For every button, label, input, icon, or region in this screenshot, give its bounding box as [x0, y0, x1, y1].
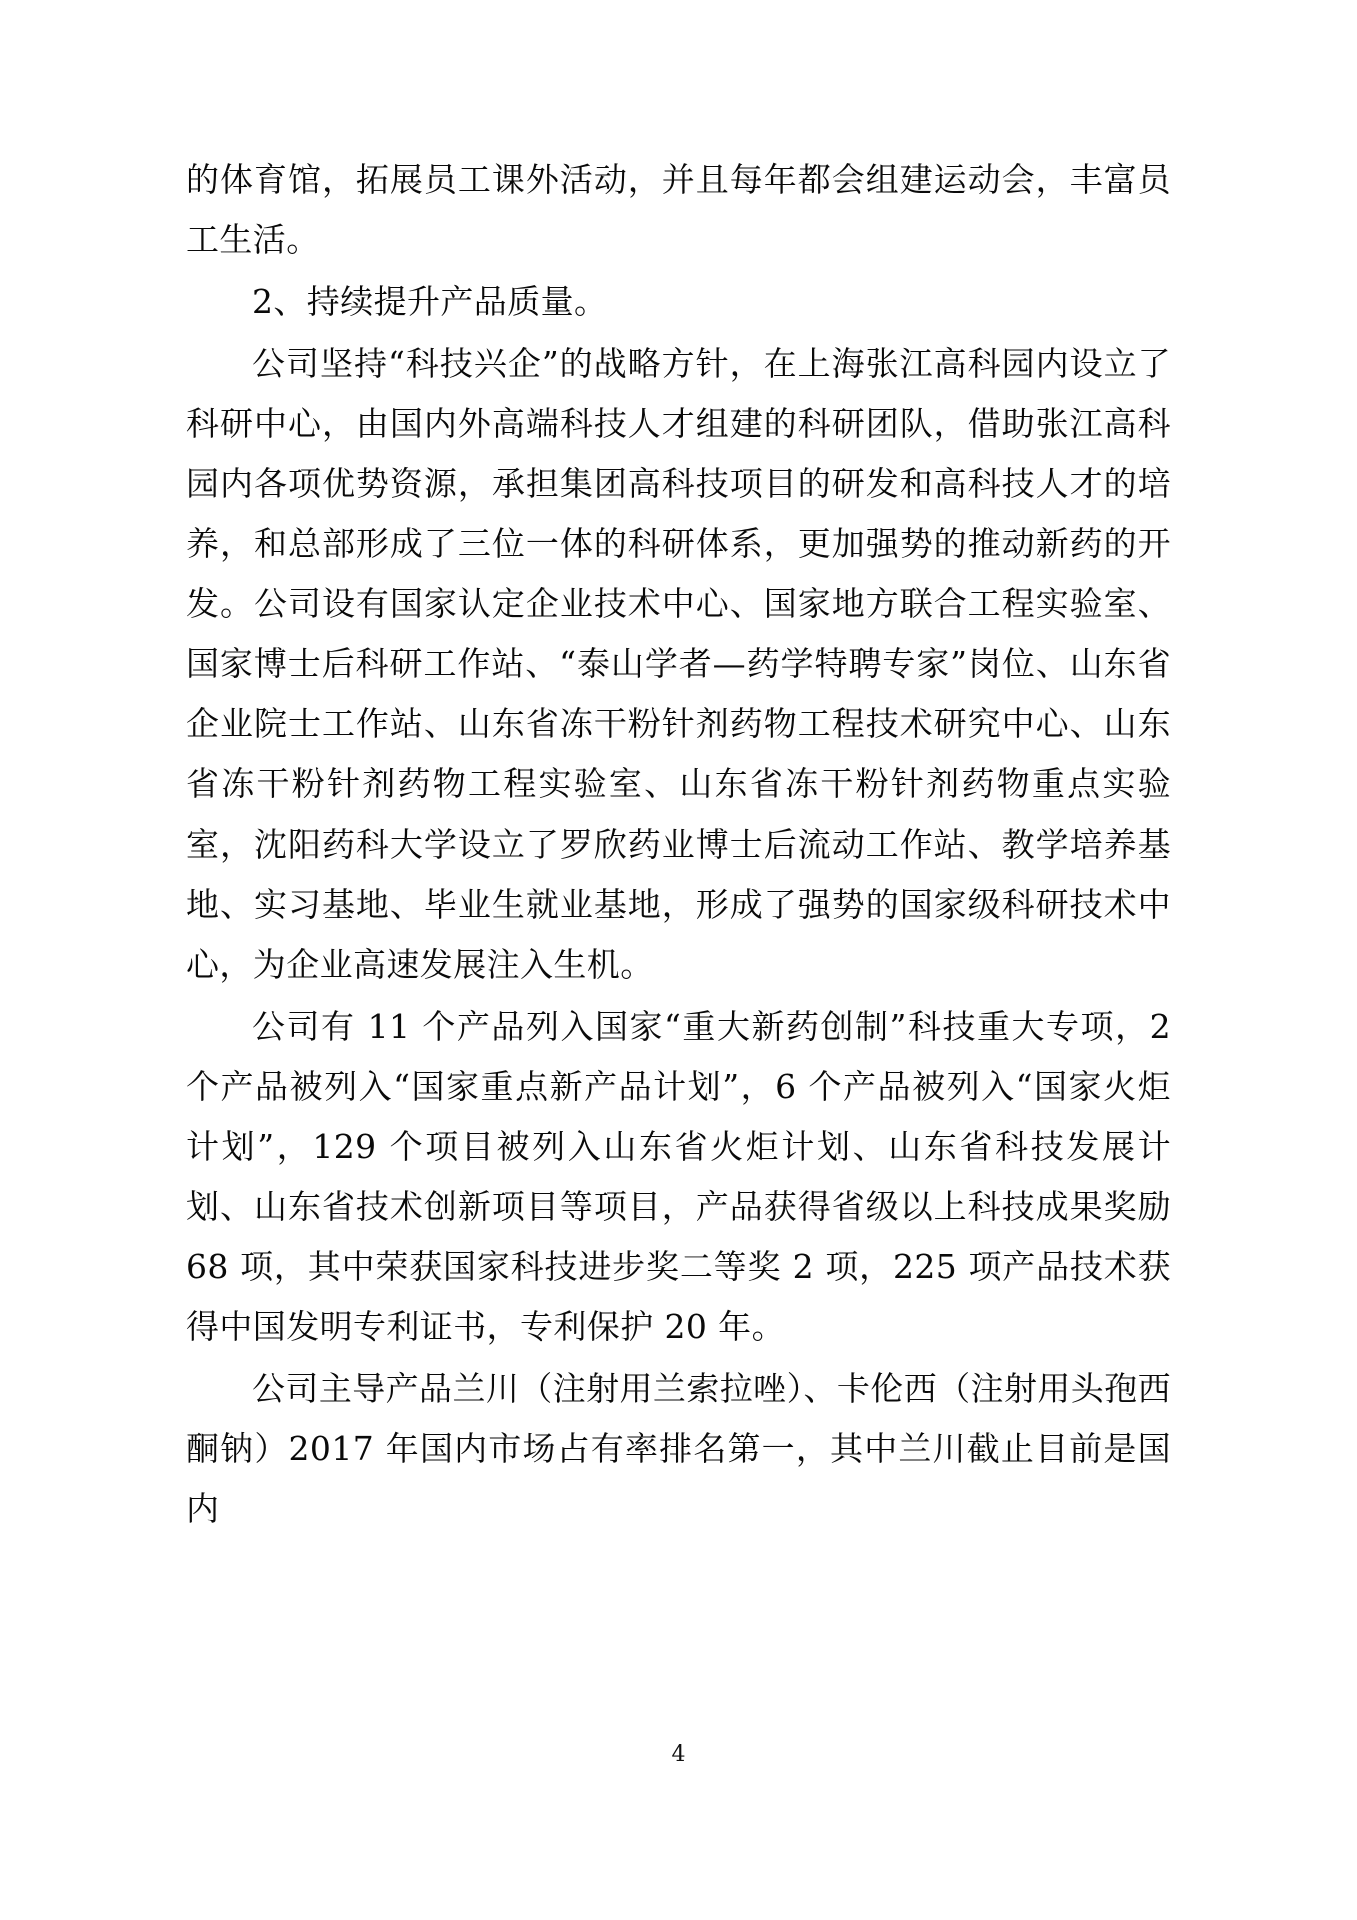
paragraph-continued-sports: 的体育馆，拓展员工课外活动，并且每年都会组建运动会，丰富员工生活。	[186, 160, 1171, 260]
paragraph-heading-quality: 2、持续提升产品质量。	[252, 282, 608, 322]
paragraph-projects-awards: 公司有 11 个产品列入国家“重大新药创制”科技重大专项，2 个产品被列入“国家重点新产品计划”，6 个产品被列入“国家火炬计划”，129 个项目被列入山东省火炬计划、山东省科技发展计划、山东省技术创新项目等项目，产品获得省级以上科技成果奖励 68 项，其中荣获国家科技进步奖二等奖 2 项，225 项产品技术获得中国发明专利证书，专利保护 20 年。	[186, 1006, 1171, 1346]
paragraph-market-share: 公司主导产品兰川（注射用兰索拉唑）、卡伦西（注射用头孢西酮钠）2017 年国内市场占有率排名第一，其中兰川截止目前是国内	[186, 1368, 1171, 1529]
page-number: 4	[671, 1742, 686, 1767]
page-body	[186, 150, 1171, 1541]
paragraph-research-center: 公司坚持“科技兴企”的战略方针，在上海张江高科园内设立了科研中心，由国内外高端科技人才组建的科研团队，借助张江高科园内各项优势资源，承担集团高科技项目的研发和高科技人才的培养，和总部形成了三位一体的科研体系，更加强势的推动新药的开发。公司设有国家认定企业技术中心、国家地方联合工程实验室、国家博士后科研工作站、“泰山学者—药学特聘专家”岗位、山东省企业院士工作站、山东省冻干粉针剂药物工程技术研究中心、山东省冻干粉针剂药物工程实验室、山东省冻干粉针剂药物重点实验室，沈阳药科大学设立了罗欣药业博士后流动工作站、教学培养基地、实习基地、毕业生就业基地，形成了强势的国家级科研技术中心，为企业高速发展注入生机。	[186, 344, 1171, 984]
